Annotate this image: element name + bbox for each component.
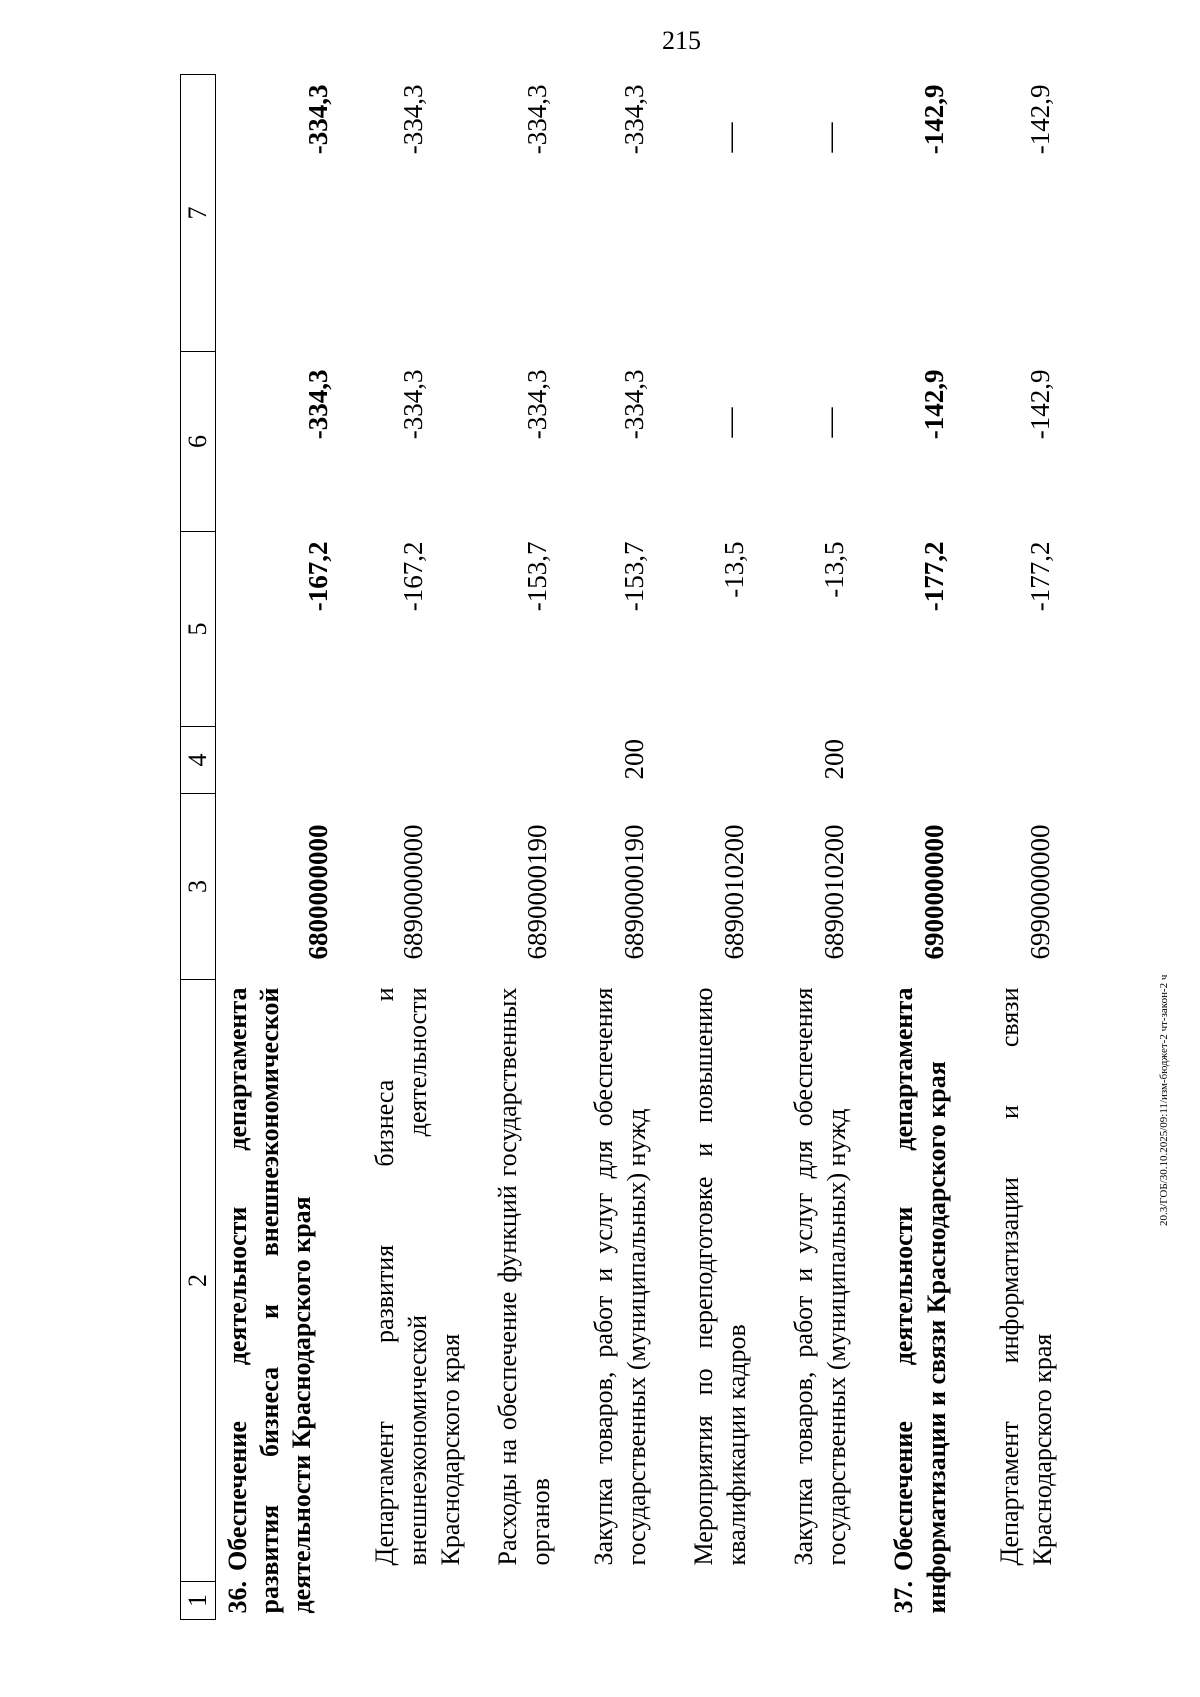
column-header-5: 5 xyxy=(181,532,216,727)
target-code: 6890000000 xyxy=(397,824,428,960)
value-col-7: -334,3 xyxy=(397,84,428,155)
column-header-6: 6 xyxy=(181,352,216,532)
expense-type xyxy=(338,727,467,794)
empty-value-dash: — xyxy=(812,407,846,438)
column-header-4: 4 xyxy=(181,727,216,794)
expense-type xyxy=(216,727,338,794)
value-col-5: -177,2 xyxy=(918,541,949,612)
value-col-6: -142,9 xyxy=(918,369,949,440)
row-number: 37. xyxy=(888,1581,918,1614)
value-col-5: -167,2 xyxy=(303,541,333,612)
row-name: Закупка товаров, работ и услуг для обеспечения государственных (муниципальных) нужд xyxy=(788,987,851,1566)
target-code: 6890010200 xyxy=(718,824,749,960)
target-code: 6800000000 xyxy=(303,824,333,960)
empty-value-dash: — xyxy=(712,122,746,153)
row-name: Мероприятия по переподготовке и повышению квалификации кадров xyxy=(688,987,751,1566)
value-col-6: -334,3 xyxy=(618,369,649,440)
row-name: Департамент информатизации и связи Краснодарского края xyxy=(994,987,1057,1566)
empty-value-dash: — xyxy=(812,122,846,153)
target-code: 6890000190 xyxy=(618,824,649,960)
table-header-row xyxy=(181,75,216,1620)
value-col-5: -153,7 xyxy=(618,541,649,612)
value-col-5: -153,7 xyxy=(521,541,552,612)
value-col-7: -142,9 xyxy=(1024,84,1055,155)
row-name: Обеспечение деятельности департамента развития бизнеса и внешнеэкономической деятельности Краснодарского края xyxy=(223,987,316,1614)
value-col-7: -334,3 xyxy=(521,84,552,155)
expense-type xyxy=(865,727,965,794)
table-row xyxy=(965,75,1077,1620)
table-row xyxy=(338,75,467,1620)
value-col-5: -13,5 xyxy=(718,541,749,598)
value-col-7: -142,9 xyxy=(918,84,949,155)
target-code: 6890010200 xyxy=(818,824,849,960)
column-header-3: 3 xyxy=(181,794,216,980)
budget-table xyxy=(180,74,1077,1620)
column-header-1: 1 xyxy=(181,1582,216,1620)
value-col-5: -177,2 xyxy=(1024,541,1055,612)
value-col-7: -334,3 xyxy=(618,84,649,155)
table-row xyxy=(665,75,765,1620)
column-header-2: 2 xyxy=(181,980,216,1582)
target-code: 6900000000 xyxy=(918,824,949,960)
value-col-5: -13,5 xyxy=(818,541,849,598)
expense-type: 200 xyxy=(818,739,849,780)
document-footer-code: 20.3/ГОБ/30.10.2025/09:11/изм-бюджет-2 чт-закон-2 ч xyxy=(1158,974,1170,1226)
value-col-6: -142,9 xyxy=(1024,369,1055,440)
empty-value-dash: — xyxy=(712,407,746,438)
expense-type xyxy=(665,727,765,794)
value-col-5: -167,2 xyxy=(397,541,428,612)
expense-type: 200 xyxy=(618,739,649,780)
page-number: 215 xyxy=(662,26,701,55)
table-row xyxy=(467,75,565,1620)
rotated-budget-table xyxy=(180,75,1060,1620)
row-name: Расходы на обеспечение функций государственных органов xyxy=(492,987,555,1566)
expense-type xyxy=(965,727,1077,794)
row-number: 36. xyxy=(223,1581,252,1614)
table-row xyxy=(865,75,965,1620)
target-code: 6890000190 xyxy=(521,824,552,960)
row-name: Департамент развития бизнеса и внешнеэкономической деятельности Краснодарского края xyxy=(369,987,465,1566)
row-name: Закупка товаров, работ и услуг для обеспечения государственных (муниципальных) нужд xyxy=(588,987,651,1566)
target-code: 6990000000 xyxy=(1024,824,1055,960)
value-col-6: -334,3 xyxy=(303,369,333,440)
column-header-7: 7 xyxy=(181,75,216,352)
value-col-7: -334,3 xyxy=(303,84,333,155)
table-row xyxy=(216,75,338,1620)
value-col-6: -334,3 xyxy=(521,369,552,440)
table-row xyxy=(565,75,665,1620)
value-col-6: -334,3 xyxy=(397,369,428,440)
row-name: Обеспечение деятельности департамента информатизации и связи Краснодарского края xyxy=(888,987,951,1614)
expense-type xyxy=(467,727,565,794)
table-row xyxy=(765,75,865,1620)
